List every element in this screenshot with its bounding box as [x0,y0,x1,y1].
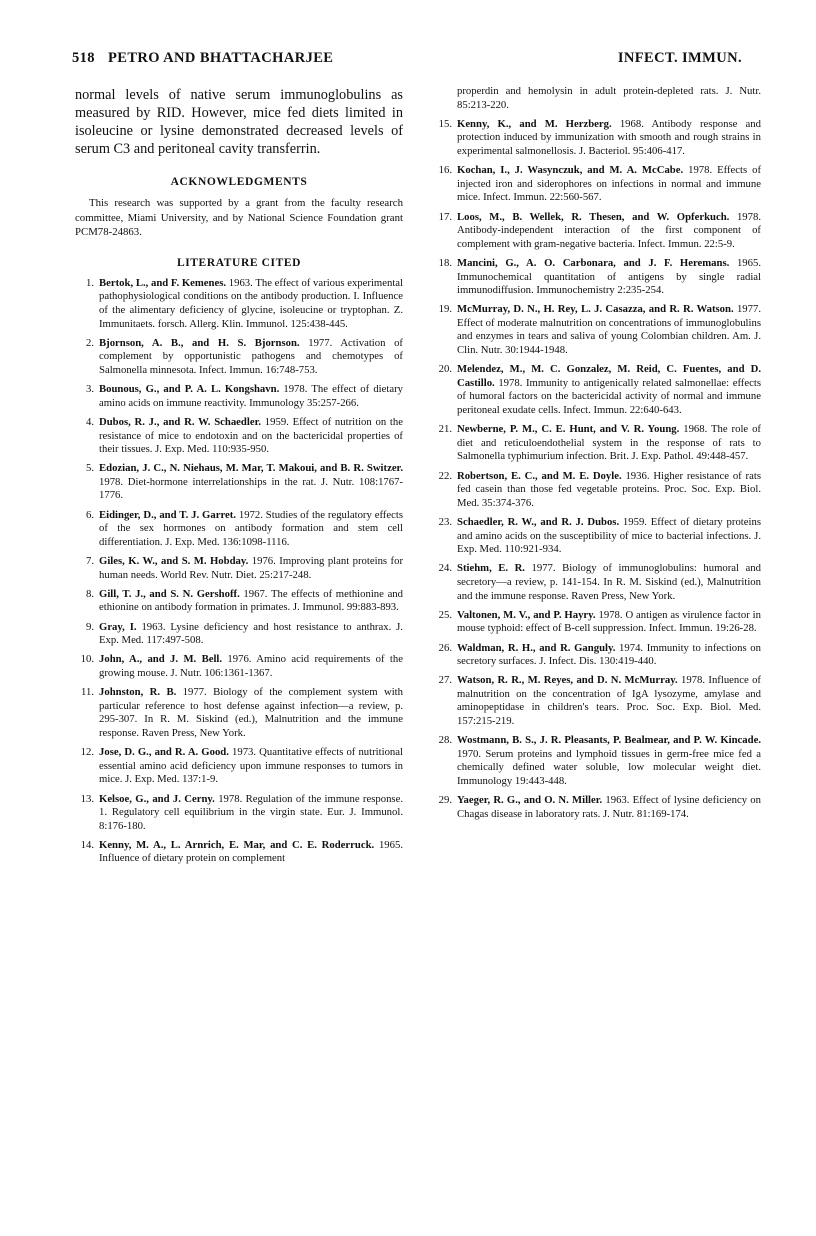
reference-item [433,609,761,636]
reference-item [433,303,761,357]
reference-authors: Loos, M., B. Wellek, R. Thesen, and W. Opferkuch. [457,210,730,223]
reference-item [75,621,403,648]
reference-authors: Gill, T. J., and S. N. Gershoff. [99,587,240,600]
reference-item [75,746,403,787]
reference-number: 16. [438,164,452,177]
reference-continuation: properdin and hemolysin in adult protein-depleted rats. J. Nutr. 85:213-220. [457,85,761,111]
reference-text: 1978. Immunity to antigenically related salmonellae: effects of humoral factors on the bactericidal activity of normal and immune peritoneal exudate cells. Infect. Immun. 22:640-643. [457,376,761,417]
reference-authors: Yaeger, R. G., and O. N. Miller. [457,794,603,807]
reference-authors: Mancini, G., A. O. Carbonara, and J. F. Heremans. [457,256,730,269]
reference-item [433,734,761,788]
reference-number: 22. [438,469,452,482]
reference-number: 25. [438,608,452,621]
reference-number: 14. [80,838,94,851]
reference-item [75,462,403,503]
reference-authors: Eidinger, D., and T. J. Garret. [99,508,236,521]
reference-item [75,555,403,582]
reference-item [433,211,761,252]
reference-authors: Kelsoe, G., and J. Cerny. [99,792,215,805]
reference-number: 1. [85,276,94,289]
reference-text: 1977. Effect of moderate malnutrition on concentrations of immunoglobulins and enzymes in tears and saliva of young Colombian children. Am. J. Clin. Nutr. 30:1944-1948. [457,303,762,357]
reference-item [75,277,403,331]
reference-item [433,363,761,417]
reference-authors: John, A., and J. M. Bell. [99,653,223,666]
reference-number: 12. [80,746,94,759]
reference-number: 8. [85,587,94,600]
reference-item [75,416,403,457]
reference-authors: Giles, K. W., and S. M. Hobday. [99,555,249,568]
reference-authors: Schaedler, R. W., and R. J. Dubos. [457,515,620,528]
reference-text: 1967. The effects of methionine and ethionine on antibody formation in primates. J. Immunol. 99:883-893. [99,587,403,614]
reference-item [75,653,403,680]
reference-authors: Kochan, I., J. Wasynczuk, and M. A. McCabe. [457,164,684,177]
reference-item [75,588,403,615]
left-column [75,86,403,872]
reference-text: 1973. Quantitative effects of nutritional essential amino acid deficiency upon immune responses to tumors in mice. J. Exp. Med. 137:1-9. [99,746,403,786]
reference-number: 13. [80,792,94,805]
reference-item [433,164,761,205]
reference-item [433,794,761,821]
reference-text: 1978. Diet-hormone interrelationships in the rat. J. Nutr. 108:1767-1776. [99,475,403,502]
reference-text: 1963. Effect of lysine deficiency on Chagas disease in laboratory rats. J. Nutr. 81:169-174. [457,794,761,820]
reference-text: 1977. Biology of immunoglobulins: humoral and secretory—a review, p. 141-154. In R. M. Siskind (ed.), Malnutrition and the immune response. Raven Press, New York. [457,562,761,602]
reference-text: 1974. Immunity to infections on secretory surfaces. J. Infect. Dis. 130:419-440. [457,641,761,668]
reference-item [433,423,761,464]
reference-text: 1978. Antibody-independent interaction of the first component of complement with gram-negative bacteria. Infect. Immun. 22:5-9. [457,210,761,250]
reference-text: 1968. Antibody response and protection induced by immunization with smooth and rough strains in experimental salmonellosis. J. Bacteriol. 95:406-417. [457,117,761,157]
reference-item [433,562,761,603]
reference-authors: Gray, I. [99,620,137,633]
reference-text: 1965. Influence of dietary protein on complement [99,838,403,865]
reference-authors: Bertok, L., and F. Kemenes. [99,276,227,289]
right-column [433,85,761,827]
reference-authors: Stiehm, E. R. [457,562,525,575]
reference-authors: Waldman, R. H., and R. Ganguly. [457,641,616,654]
reference-authors: Bjornson, A. B., and H. S. Bjornson. [99,336,300,349]
reference-number: 6. [85,508,94,521]
journal-name: INFECT. IMMUN. [617,50,742,66]
reference-item [433,470,761,511]
reference-number: 23. [438,515,452,528]
reference-authors: Edozian, J. C., N. Niehaus, M. Mar, T. Makoui, and B. R. Switzer. [99,462,403,475]
reference-authors: Melendez, M., M. C. Gonzalez, M. Reid, C. Fuentes, and D. Castillo. [457,363,761,389]
reference-number: 4. [85,415,94,428]
reference-text: 1978. O antigen as virulence factor in mouse typhoid: effect of B-cell suppression. Infect. Immun. 19:26-28. [457,608,761,635]
reference-item [75,686,403,740]
reference-number: 7. [85,555,94,568]
reference-number: 18. [438,256,452,269]
literature-title: LITERATURE CITED [176,256,302,269]
reference-item [75,839,403,866]
reference-authors: Bounous, G., and P. A. L. Kongshavn. [99,383,280,396]
reference-item [433,642,761,669]
reference-authors: Robertson, E. C., and M. E. Doyle. [457,469,622,482]
reference-authors: Kenny, M. A., L. Arnrich, E. Mar, and C. E. Roderruck. [99,838,375,851]
reference-text: 1972. Studies of the regulatory effects of the sex hormones on antibody formation and stem cell differentiation. J. Exp. Med. 136:1098-1116. [99,508,403,548]
reference-number: 5. [85,462,94,475]
reference-text: 1965. Immunochemical quantitation of antigens by single radial immunodiffusion. Immunochemistry 2:235-254. [457,256,762,297]
reference-number: 17. [438,210,452,223]
reference-text: 1978. Effects of injected iron and siderophores on infections in normal and immune mice. Infect. Immun. 22:560-567. [457,164,761,204]
reference-item [433,118,761,159]
page-number: 518 [72,50,95,66]
reference-item [75,509,403,550]
reference-text: 1968. The role of diet and reticuloendothelial system in the response of rats to Salmonella typhimurium infection. Brit. J. Exp. Pathol. 49:448-457. [457,423,761,463]
reference-item [433,674,761,728]
reference-number: 27. [438,674,452,687]
running-authors: PETRO AND BHATTACHARJEE [108,50,334,66]
reference-authors: Jose, D. G., and R. A. Good. [99,746,229,759]
intro-paragraph: normal levels of native serum immunoglobulins as measured by RID. However, mice fed diets limited in isoleucine or lysine demonstrated decreased levels of serum C3 and peritoneal cavity transferrin. [75,87,403,157]
reference-number: 15. [438,117,452,130]
running-header [72,50,742,72]
reference-authors: Wostmann, B. S., J. R. Pleasants, P. Bealmear, and P. W. Kincade. [457,734,761,747]
reference-authors: McMurray, D. N., H. Rey, L. J. Casazza, and R. R. Watson. [457,303,734,316]
reference-text: 1977. Activation of complement by opportunistic pathogens and chemotypes of Salmonella minnesota. Infect. Immun. 16:748-753. [99,336,403,376]
reference-text: 1977. Biology of the complement system with particular reference to host defense against infection—a review, p. 295-307. In R. M. Siskind (ed.), Malnutrition and the immune response. Raven Press, New York. [99,686,403,739]
reference-text: 1978. Regulation of the immune response. 1. Regulatory cell equilibrium in the virgin state. Eur. J. Immunol. 8:176-180. [99,792,403,832]
reference-item [75,337,403,378]
reference-text: 1970. Serum proteins and lymphoid tissues in germ-free mice fed a chemically defined water soluble, low molecular weight diet. Immunology 19:443-448. [457,747,761,788]
reference-item [75,383,403,410]
reference-authors: Johnston, R. B. [99,686,177,699]
acknowledgments-title: ACKNOWLEDGMENTS [170,176,308,188]
reference-number: 21. [438,423,452,436]
reference-authors: Newberne, P. M., C. E. Hunt, and V. R. Young. [457,423,680,436]
reference-number: 20. [438,363,452,376]
reference-list-left [75,277,403,866]
reference-number: 24. [438,562,452,575]
reference-list-right [433,118,761,822]
reference-number: 3. [85,383,94,396]
reference-text: 1978. The effect of dietary amino acids on immune reactivity. Immunology 35:257-266. [99,383,404,409]
reference-number: 29. [438,794,452,807]
reference-text: 1959. Effect of dietary proteins and amino acids on the susceptibility of mice to bacterial infections. J. Exp. Med. 110:921-934. [457,515,761,556]
reference-item [433,516,761,557]
reference-number: 11. [81,686,94,699]
reference-number: 28. [438,734,452,747]
reference-text: 1976. Amino acid requirements of the growing mouse. J. Nutr. 106:1361-1367. [99,653,403,679]
reference-item [75,793,403,834]
reference-number: 26. [438,641,452,654]
reference-text: 1936. Higher resistance of rats fed casein than those fed vegetable proteins. Proc. Soc. Exp. Biol. Med. 35:374-376. [457,469,761,509]
reference-authors: Kenny, K., and M. Herzberg. [457,117,612,130]
reference-item [433,257,761,298]
reference-text: 1963. The effect of various experimental pathophysiological conditions on the antibody production. I. Influence of the alimentary deficiency of glycine, isoleucine or tryptophan. Z. Immunitaets. forsch. Allerg. Klin. Immunol. 125:438-445. [99,276,404,330]
reference-text: 1978. Influence of malnutrition on the concentration of IgA lysozyme, amylase and aminopeptidase in children's tears. Proc. Soc. Exp. Biol. Med. 157:215-219. [457,674,761,728]
reference-authors: Watson, R. R., M. Reyes, and D. N. McMurray. [457,674,678,687]
reference-number: 19. [438,303,452,316]
reference-text: 1976. Improving plant proteins for human needs. World Rev. Nutr. Diet. 25:217-248. [99,555,404,581]
reference-text: 1963. Lysine deficiency and host resistance to anthrax. J. Exp. Med. 117:497-508. [99,620,403,647]
reference-authors: Valtonen, M. V., and P. Hayry. [457,608,596,621]
reference-authors: Dubos, R. J., and R. W. Schaedler. [99,415,262,428]
reference-number: 2. [85,336,94,349]
reference-number: 10. [80,653,94,666]
acknowledgments-text: This research was supported by a grant from the faculty research committee, Miami University, and by National Science Foundation grant PCM78-24863. [75,197,403,239]
reference-text: 1959. Effect of nutrition on the resistance of mice to endotoxin and on the bactericidal properties of their tissues. J. Exp. Med. 110:935-950. [99,415,403,456]
reference-number: 9. [85,620,94,633]
